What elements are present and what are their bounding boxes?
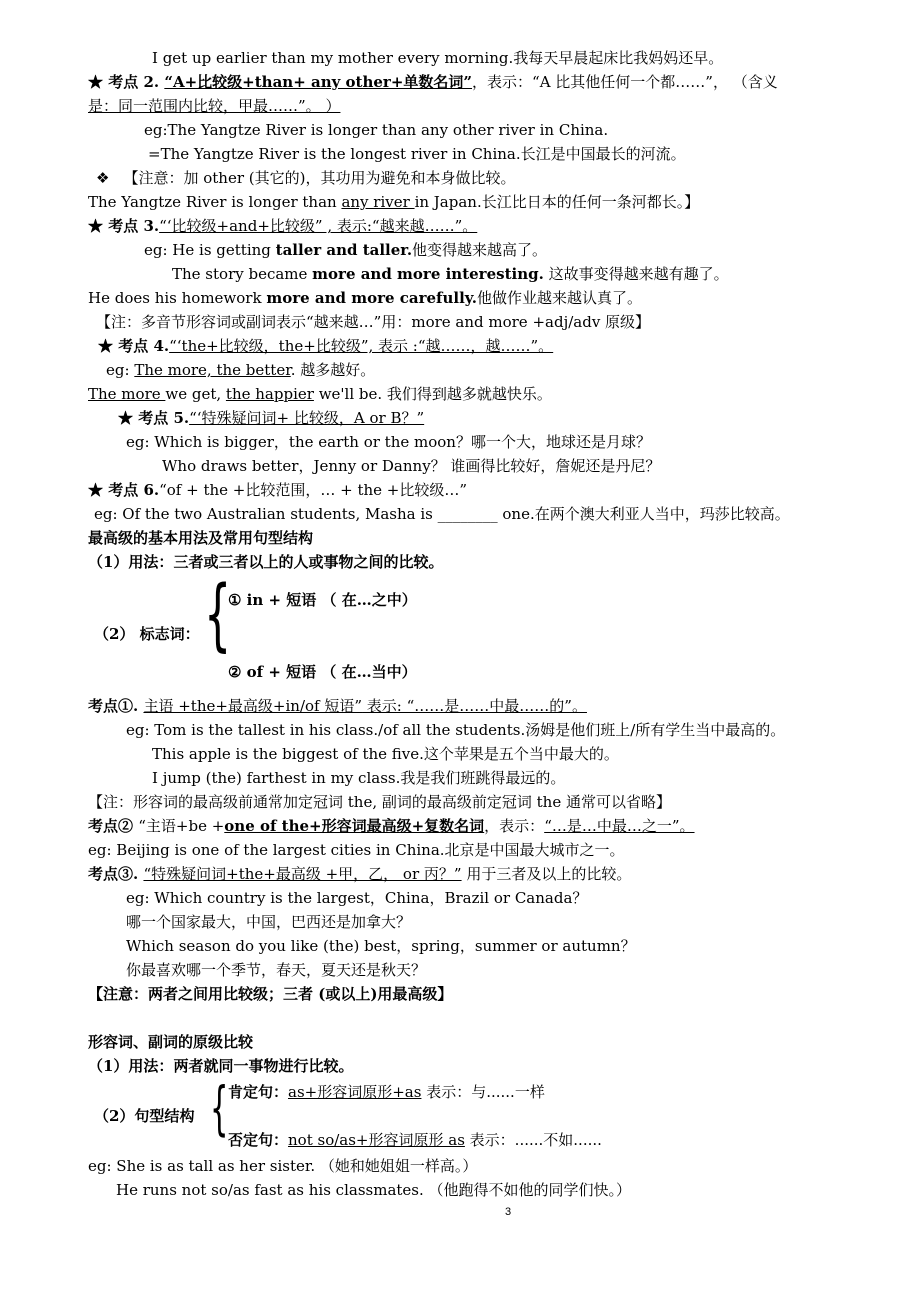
superlative-heading: 最高级的基本用法及常用句型结构: [88, 529, 314, 547]
point-3-example-3: [88, 288, 642, 308]
yangtze-japan-example: [88, 192, 699, 212]
point-3-label: ★ 考点 3.: [88, 217, 160, 235]
point-5-label: ★ 考点 5.: [118, 409, 190, 427]
sp2-meaning: “…是…中最…之一”。: [544, 817, 695, 835]
point-2-meaning: ，表示：“A 比其他任何一个都……”， （含义: [472, 73, 778, 91]
left-brace-icon: {: [204, 570, 232, 660]
negative-formula: not so/as+形容词原形 as: [288, 1131, 465, 1149]
p4-eg1-cn: . 越多越好。: [290, 361, 376, 379]
point-4-formula: “‘the+比较级，the+比较级”, 表示 :“越……，越……”。: [169, 337, 554, 355]
positive-example-1: eg: She is as tall as her sister. （她和她姐姐一样高。）: [88, 1157, 478, 1175]
point-6-example: eg: Of the two Australian students, Masha is ________ one.在两个澳大利亚人当中，玛莎比较高。: [94, 505, 790, 523]
note-other: [96, 168, 515, 188]
point-3-note: 【注：多音节形容词或副词表示“越来越…”用：more and more +adj/adv 原级】: [96, 313, 651, 331]
yangtze-japan-a: The Yangtze River is longer than: [88, 193, 342, 211]
point-2-example-2: =The Yangtze River is the longest river in China.长江是中国最长的河流。: [148, 145, 686, 163]
p4-eg2-we-get: we get,: [165, 385, 226, 403]
p4-eg2-the-more: The more: [88, 385, 166, 403]
point-5-formula: “‘特殊疑问词+ 比较级，A or B？”: [189, 409, 425, 427]
superlative-usage: （1）用法：三者或三者以上的人或事物之间的比较。: [88, 553, 444, 571]
sp1-formula: 主语 +the+最高级+in/of 短语”: [143, 697, 363, 715]
sp2-example: eg: Beijing is one of the largest cities in China.北京是中国最大城市之一。: [88, 841, 625, 859]
p4-eg2-the-happier: the happier: [225, 385, 314, 403]
sp3-formula: “特殊疑问词+the+最高级 +甲，乙， or 丙？”: [143, 865, 462, 883]
sp1-example-2: This apple is the biggest of the five.这个苹果是五个当中最大的。: [152, 745, 619, 763]
point-3-formula: “‘比较级+and+比较级” , 表示:“越来越……”。: [159, 217, 478, 235]
left-brace-icon: {: [210, 1074, 229, 1142]
sp3-example-2-cn: 你最喜欢哪一个季节，春天，夏天还是秋天？: [126, 961, 427, 979]
p3-eg1-a: eg: He is getting: [144, 241, 276, 259]
p4-eg1-a: eg:: [106, 361, 135, 379]
point-2-formula: “A+比较级+than+ any other+单数名词”: [164, 73, 473, 91]
sp2-a: “主语+be +: [138, 817, 225, 835]
point-4-example-1: [106, 360, 375, 380]
page-number: 3: [505, 1206, 512, 1218]
point-4-example-2: [88, 384, 552, 404]
point-2-example-1: eg:The Yangtze River is longer than any other river in China.: [144, 121, 609, 139]
yangtze-japan-any-river: any river: [341, 193, 415, 211]
point-4-label: ★ 考点 4.: [98, 337, 170, 355]
sp1-meaning: 表示: “……是……中最……的”。: [362, 697, 587, 715]
sp1-example-3: I jump (the) farthest in my class.我是我们班跳得最远的。: [152, 769, 566, 787]
point-2-label: ★ 考点 2.: [88, 73, 165, 91]
negative-label: 否定句：: [228, 1131, 289, 1149]
marker-of-phrase: ② of + 短语 （ 在…当中）: [228, 663, 417, 681]
point-5-example-1: eg: Which is bigger，the earth or the moon？哪一个大，地球还是月球？: [126, 433, 651, 451]
p3-eg1-cn: 他变得越来越高了。: [412, 241, 548, 259]
p3-eg2-bold: more and more interesting.: [312, 265, 544, 283]
point-5-heading: [118, 408, 424, 428]
p4-eg1-underlined: The more, the better: [134, 361, 291, 379]
sp3-example-2: Which season do you like (the) best，spring，summer or autumn？: [126, 937, 636, 955]
sp2-label: 考点②: [88, 817, 139, 835]
superlative-point-1-heading: [88, 696, 587, 716]
sp2-formula: one of the+形容词最高级+复数名词: [224, 817, 485, 835]
p3-eg3-bold: more and more carefully.: [266, 289, 478, 307]
sp1-note: 【注：形容词的最高级前通常加定冠词 the, 副词的最高级前定冠词 the 通常可以省略】: [88, 793, 671, 811]
diamond-bullet-icon: ❖: [96, 169, 110, 187]
affirmative-structure: [228, 1082, 545, 1102]
p3-eg2-a: The story became: [172, 265, 313, 283]
sp1-label: 考点①.: [88, 697, 144, 715]
sp3-meaning: 用于三者及以上的比较。: [461, 865, 632, 883]
note-other-text: 【注意：加 other (其它的)，其功用为避免和本身做比较。: [123, 169, 516, 187]
positive-degree-usage: （1）用法：两者就同一事物进行比较。: [88, 1057, 354, 1075]
point-6-formula: “of + the +比较范围，… + the +比较级…”: [159, 481, 468, 499]
point-2-heading-cont: [88, 96, 340, 116]
point-6-heading: [88, 480, 467, 500]
positive-example-2: He runs not so/as fast as his classmates. （他跑得不如他的同学们快。）: [116, 1181, 632, 1199]
sp2-c: ，表示：: [484, 817, 545, 835]
affirmative-meaning: 表示：与......一样: [421, 1083, 545, 1101]
affirmative-label: 肯定句：: [228, 1083, 289, 1101]
p3-eg3-a: He does his homework: [88, 289, 267, 307]
sp3-label: 考点③.: [88, 865, 144, 883]
p4-eg2-rest: we'll be. 我们得到越多就越快乐。: [313, 385, 552, 403]
p3-eg3-cn: 他做作业越来越认真了。: [477, 289, 643, 307]
superlative-point-3-heading: [88, 864, 631, 884]
line-example-earlier: I get up earlier than my mother every morning.我每天早晨起床比我妈妈还早。: [152, 49, 724, 67]
point-2-scope: 是：同一范围内比较，甲最……”。 ）: [88, 97, 341, 115]
yangtze-japan-c: in Japan.长江比日本的任何一条河都长。】: [414, 193, 700, 211]
marker-label: （2） 标志词：: [94, 625, 200, 643]
p3-eg1-bold: taller and taller.: [275, 241, 413, 259]
marker-in-phrase: ① in + 短语 （ 在…之中）: [228, 591, 417, 609]
affirmative-formula: as+形容词原形+as: [288, 1083, 422, 1101]
p3-eg2-cn: 这故事变得越来越有趣了。: [543, 265, 729, 283]
point-5-example-2: Who draws better，Jenny or Danny？ 谁画得比较好，詹妮还是丹尼？: [162, 457, 661, 475]
point-3-example-1: [144, 240, 547, 260]
negative-structure: [228, 1130, 602, 1150]
structure-label: （2）句型结构: [94, 1107, 195, 1125]
positive-degree-heading: 形容词、副词的原级比较: [88, 1033, 254, 1051]
point-3-example-2: [172, 264, 729, 284]
point-2-heading: [88, 72, 778, 92]
negative-meaning: 表示：......不如......: [464, 1131, 602, 1149]
sp1-example-1: eg: Tom is the tallest in his class./of all the students.汤姆是他们班上/所有学生当中最高的。: [126, 721, 786, 739]
final-note: 【注意：两者之间用比较级；三者 (或以上)用最高级】: [88, 985, 453, 1003]
point-4-heading: [98, 336, 553, 356]
point-6-label: ★ 考点 6.: [88, 481, 160, 499]
superlative-point-2-heading: [88, 816, 695, 836]
point-3-heading: [88, 216, 477, 236]
sp3-example-1-cn: 哪一个国家最大，中国，巴西还是加拿大？: [126, 913, 412, 931]
sp3-example-1: eg: Which country is the largest，China，Brazil or Canada？: [126, 889, 588, 907]
